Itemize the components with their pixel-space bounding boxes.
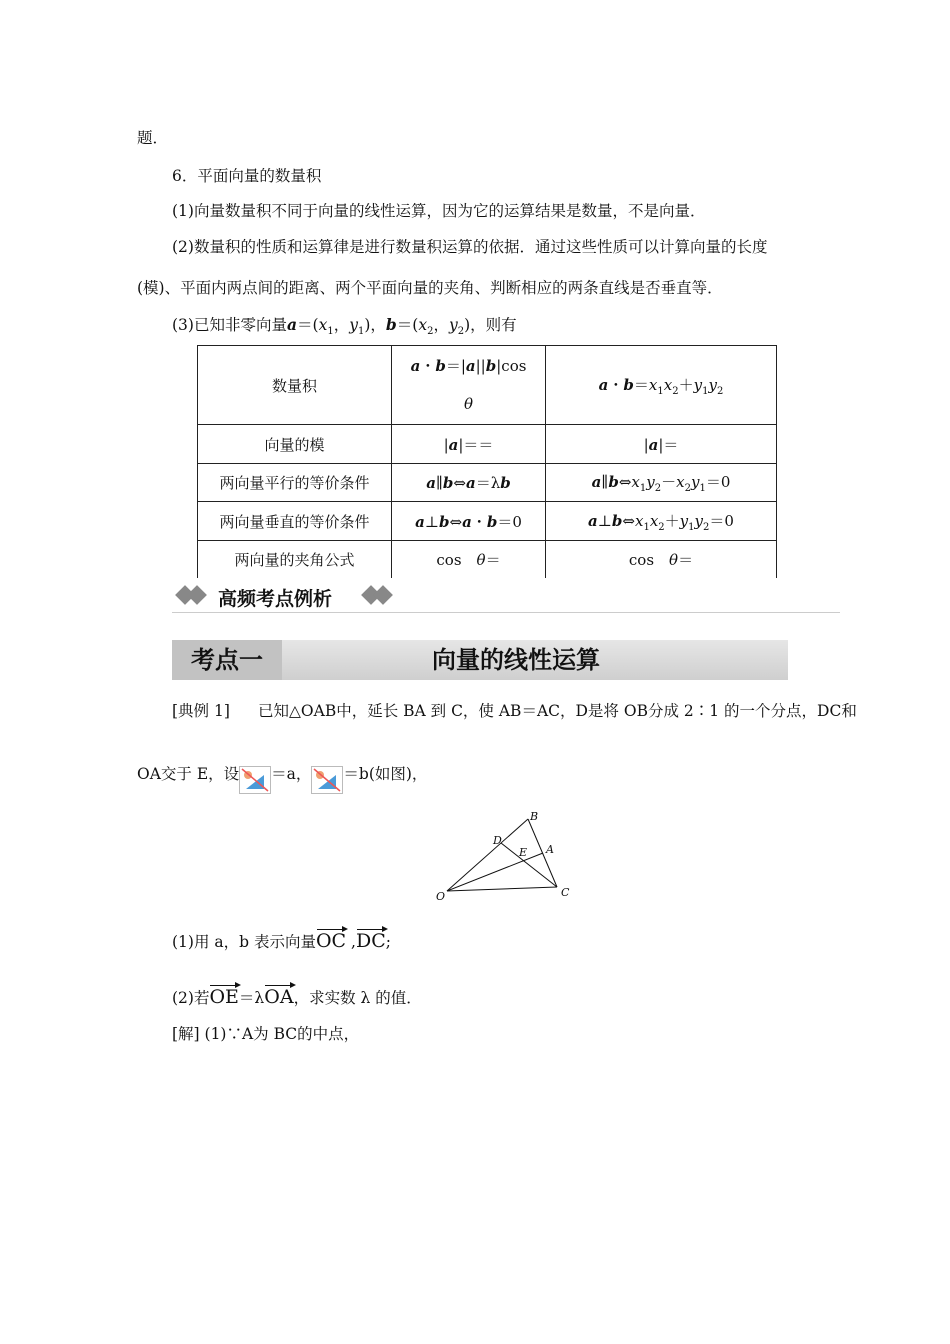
text-line: (模)、平面内两点间的距离、两个平面向量的夹角、判断相应的两条直线是否垂直等． — [137, 279, 723, 297]
question-1: (1)用 a，b 表示向量OC ,DC; — [172, 930, 391, 952]
topic-banner — [172, 640, 788, 680]
table-cell: $a\perp b\Leftrightarrow x_1x_2+y_1y_2=0$ — [546, 502, 777, 541]
text-fragment: OA交于 E，设 — [137, 765, 240, 783]
table-cell: a∥b⇔a＝λb — [392, 464, 546, 502]
table-cell: $a\parallel b\Leftrightarrow x_1y_2-x_2y_1=0$ — [546, 464, 777, 502]
text-line: 题． — [137, 129, 169, 147]
point-label: D — [493, 834, 502, 847]
table-cell: 向量的模 — [198, 425, 392, 464]
table-cell: 两向量垂直的等价条件 — [198, 502, 392, 541]
text-fragment: (1)用 a，b 表示向量 — [172, 933, 316, 951]
text-line: (3)已知非零向量$a=(x_1$，$y_1$)，$b=(x_2$，$y_2$)，则有 — [172, 315, 517, 338]
image-placeholder-icon — [239, 766, 271, 794]
table-cell: 两向量平行的等价条件 — [198, 464, 392, 502]
text-line: (1)向量数量积不同于向量的线性运算，因为它的运算结果是数量，不是向量． — [172, 202, 706, 220]
text-fragment: (3)已知非零向量 — [172, 316, 287, 334]
text-fragment: ＝b(如图)， — [343, 765, 428, 783]
topic-tag: 考点一 — [172, 640, 282, 680]
diamond-icon — [373, 585, 393, 605]
formula-table — [197, 345, 777, 578]
table-cell: |a|＝ — [546, 425, 777, 464]
table-cell: a⊥b⇔a・b＝0 — [392, 502, 546, 541]
point-label: O — [436, 890, 446, 903]
table-cell: a・b＝|a||b|cos θ — [392, 346, 546, 425]
example-text: 已知△OAB中，延长 BA 到 C，使 AB＝AC，D是将 OB分成 2∶1 的一个分点，DC和 — [258, 702, 857, 720]
table-cell: a・$b=x_1x_2+y_1y_2$ — [546, 346, 777, 425]
point-label: B — [530, 810, 539, 823]
table-cell: cos θ＝ — [392, 541, 546, 578]
table-cell: 两向量的夹角公式 — [198, 541, 392, 578]
example-label: [典例 1] — [172, 702, 230, 720]
point-label: C — [561, 886, 570, 899]
question-2: (2)若OE＝λOA，求实数 λ 的值． — [172, 986, 422, 1008]
diamond-icon — [187, 585, 207, 605]
table-cell: |a|＝＝ — [392, 425, 546, 464]
table-cell: cos θ＝ — [546, 541, 777, 578]
text-fragment: ，求实数 λ 的值． — [293, 989, 422, 1007]
text-fragment: ＝a， — [271, 765, 312, 783]
solution-line: [解] (1)∵A为 BC的中点， — [172, 1025, 360, 1043]
section-heading: 高频考点例析 — [218, 588, 333, 610]
table-cell: 数量积 — [198, 346, 392, 425]
point-label: A — [546, 843, 554, 856]
point-label: E — [519, 846, 528, 859]
topic-title: 向量的线性运算 — [432, 646, 600, 674]
text-fragment: (2)若 — [172, 989, 210, 1007]
section-heading-6: 6．平面向量的数量积 — [172, 167, 322, 185]
triangle-figure — [430, 808, 580, 904]
image-placeholder-icon — [311, 766, 343, 794]
text-fragment: ，则有 — [470, 316, 517, 334]
section-header — [172, 584, 840, 613]
text-line: (2)数量积的性质和运算律是进行数量积运算的依据．通过这些性质可以计算向量的长度 — [172, 238, 768, 256]
example-text — [137, 756, 427, 794]
